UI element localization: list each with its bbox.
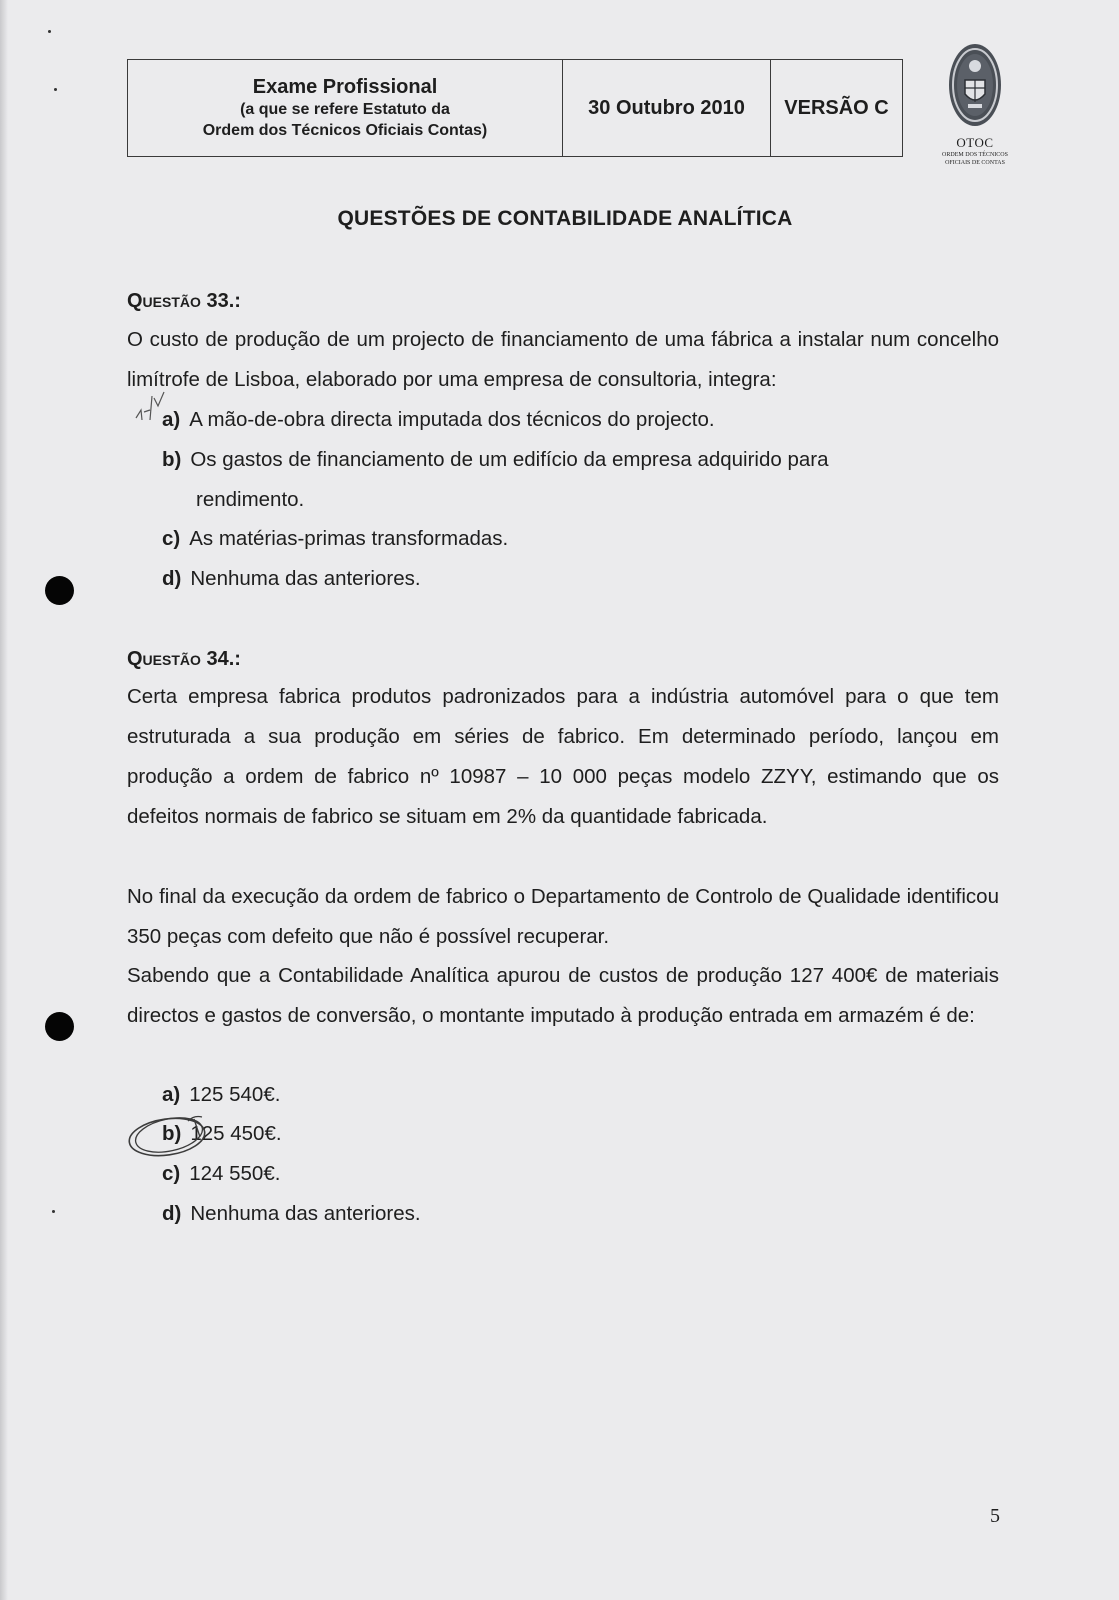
option-text-continuation: rendimento. xyxy=(196,488,305,511)
option-text: Nenhuma das anteriores. xyxy=(190,567,421,590)
option-letter: d) xyxy=(162,1202,182,1225)
logo-acronym: OTOC xyxy=(956,135,994,150)
option-text: Os gastos de financiamento de um edifício da empresa adquirido para xyxy=(190,448,829,471)
section-title: QUESTÕES DE CONTABILIDADE ANALÍTICA xyxy=(337,207,793,230)
exam-version-cell xyxy=(771,60,902,156)
exam-title: Exame Profissional xyxy=(252,75,438,98)
option-letter: a) xyxy=(162,1083,181,1106)
option-letter: d) xyxy=(162,567,182,590)
question-34-word: Questão xyxy=(127,648,201,670)
question-33-option-d[interactable] xyxy=(162,559,421,599)
question-34-option-a[interactable] xyxy=(162,1075,280,1115)
exam-date: 30 Outubro 2010 xyxy=(588,96,745,119)
otoc-logo xyxy=(942,42,1008,167)
scan-speck xyxy=(52,1210,55,1213)
question-33-option-b[interactable] xyxy=(162,440,1000,520)
exam-subtitle-line-2: Ordem dos Técnicos Oficiais Contas) xyxy=(202,121,488,139)
option-letter: c) xyxy=(162,527,181,550)
exam-subtitle-line-1: (a que se refere Estatuto da xyxy=(240,100,450,118)
option-text: Nenhuma das anteriores. xyxy=(190,1202,421,1225)
exam-title-cell xyxy=(128,60,563,156)
option-letter: b) xyxy=(162,448,182,471)
option-text: 125 540€. xyxy=(189,1083,281,1106)
scan-speck xyxy=(48,30,51,33)
question-33-word: Questão xyxy=(127,290,201,312)
question-34-paragraph-3: Sabendo que a Contabilidade Analítica apurou de custos de produção 127 400€ de materiais directos e gastos de conversão, o montante imputado à produção entrada em armazém é de: xyxy=(127,964,999,1027)
question-33-label xyxy=(127,290,241,313)
logo-line-2: OFICIAIS DE CONTAS xyxy=(945,160,1005,166)
punch-hole-top xyxy=(45,576,74,605)
option-text: As matérias-primas transformadas. xyxy=(189,527,509,550)
option-letter: b) xyxy=(162,1122,182,1145)
scan-edge-shadow xyxy=(0,0,8,1600)
page-number: 5 xyxy=(990,1505,1000,1527)
question-33-text: O custo de produção de um projecto de financiamento de uma fábrica a instalar num concelho limítrofe de Lisboa, elaborado por uma empresa de consultoria, integra: xyxy=(127,328,999,391)
question-34-label xyxy=(127,648,241,671)
question-34-paragraph-1: Certa empresa fabrica produtos padronizados para a indústria automóvel para o que tem estruturada a sua produção em séries de fabrico. Em determinado período, lançou em produção a ordem de fabrico nº 10987 – 10 000 peças modelo ZZYY, estimando que os defeitos normais de fabrico se situam em 2% da quantidade fabricada. xyxy=(127,685,999,828)
question-33-option-c[interactable] xyxy=(162,519,508,559)
question-33-option-a[interactable] xyxy=(162,400,715,440)
option-letter: a) xyxy=(162,408,181,431)
option-letter: c) xyxy=(162,1162,181,1185)
punch-hole-bottom xyxy=(45,1012,74,1041)
question-33-number: 33.: xyxy=(206,290,241,312)
otoc-seal-icon xyxy=(946,42,1004,128)
scan-speck xyxy=(54,88,57,91)
question-34-option-c[interactable] xyxy=(162,1154,280,1194)
logo-line-1: ORDEM DOS TÉCNICOS xyxy=(942,152,1008,158)
option-text: 125 450€. xyxy=(190,1122,282,1145)
option-text: A mão-de-obra directa imputada dos técnicos do projecto. xyxy=(189,408,715,431)
question-34-paragraph-2: No final da execução da ordem de fabrico o Departamento de Controlo de Qualidade identificou 350 peças com defeito que não é possível recuperar. xyxy=(127,885,999,948)
question-34-option-d[interactable] xyxy=(162,1194,421,1234)
question-34-number: 34.: xyxy=(206,648,241,670)
exam-version: VERSÃO C xyxy=(784,96,889,119)
exam-date-cell xyxy=(563,60,771,156)
option-text: 124 550€. xyxy=(189,1162,281,1185)
exam-header-table xyxy=(127,59,903,157)
